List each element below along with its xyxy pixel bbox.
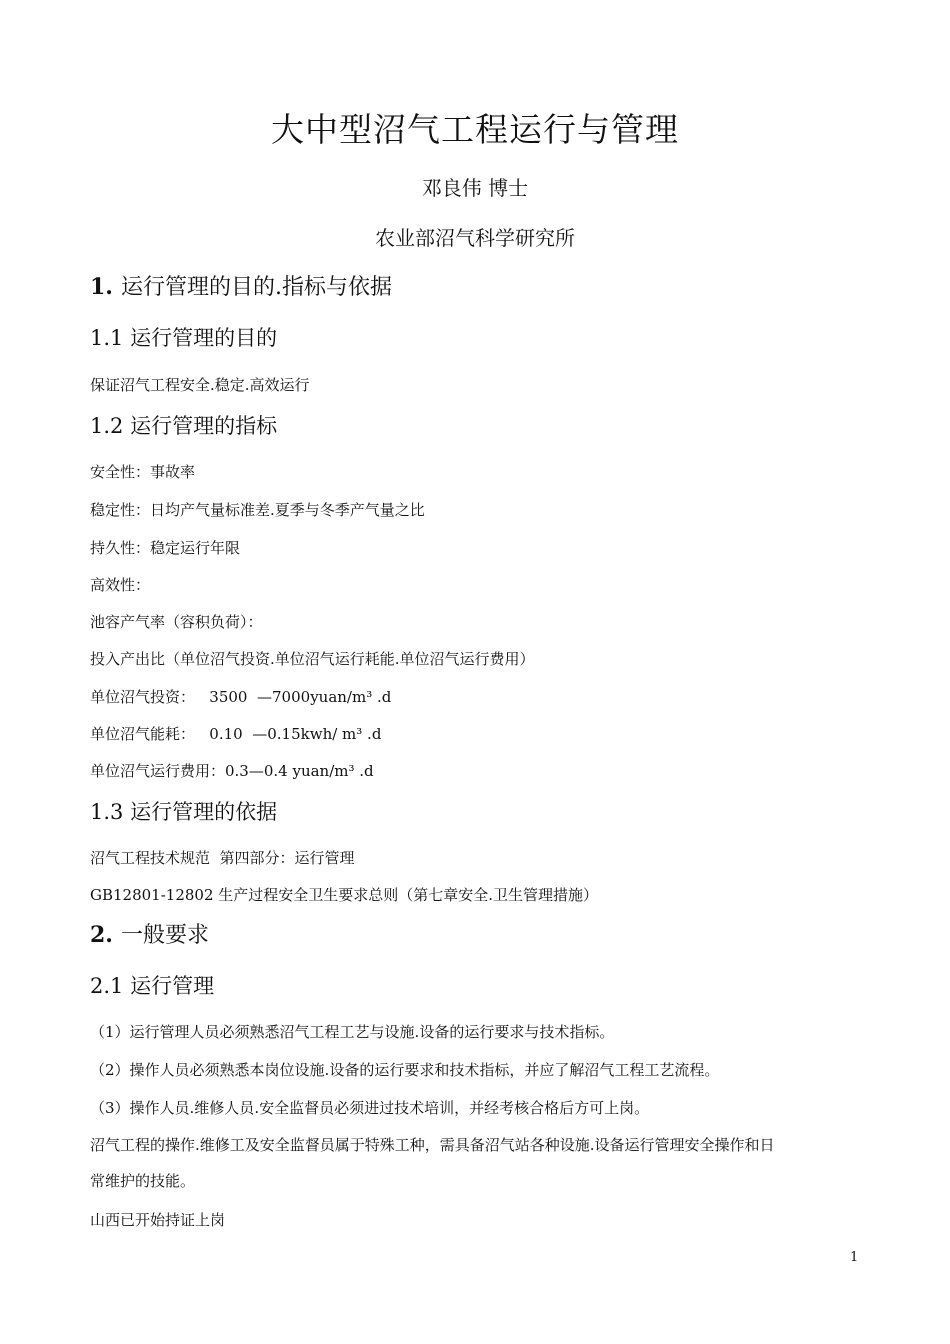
- section-number: 2.: [90, 922, 113, 948]
- paragraph: 沼气工程的操作.维修工及安全监督员属于特殊工种，需具备沼气站各种设施.设备运行管理安全操作和日: [90, 1136, 775, 1154]
- paragraph: 高效性：: [90, 576, 151, 594]
- section-1-heading: [90, 270, 392, 301]
- paragraph: 单位沼气能耗： 0.10 —0.15kwh/ m³ .d: [90, 725, 382, 743]
- section-number: 1.: [90, 274, 113, 300]
- section-1-1-heading: 1.1 运行管理的目的: [90, 326, 278, 350]
- paragraph: 山西已开始持证上岗: [90, 1211, 226, 1229]
- institution-line: 农业部沼气科学研究所: [375, 226, 575, 250]
- paragraph: 持久性：稳定运行年限: [90, 539, 241, 557]
- paragraph: 投入产出比（单位沼气投资.单位沼气运行耗能.单位沼气运行费用）: [90, 650, 535, 668]
- paragraph: 保证沼气工程安全.稳定.高效运行: [90, 376, 310, 394]
- paragraph: 单位沼气投资： 3500 —7000yuan/m³ .d: [90, 688, 392, 706]
- paragraph: （2）操作人员必须熟悉本岗位设施.设备的运行要求和技术指标，并应了解沼气工程工艺流程。: [90, 1061, 720, 1079]
- paragraph: 池容产气率（容积负荷）：: [90, 613, 263, 631]
- paragraph: （1）运行管理人员必须熟悉沼气工程工艺与设施.设备的运行要求与技术指标。: [90, 1023, 615, 1041]
- paragraph: GB12801-12802 生产过程安全卫生要求总则（第七章安全.卫生管理措施）: [90, 886, 599, 904]
- paragraph: （3）操作人员.维修人员.安全监督员必须进过技术培训，并经考核合格后方可上岗。: [90, 1099, 650, 1117]
- section-2-1-heading: 2.1 运行管理: [90, 974, 215, 998]
- section-2-heading: [90, 918, 209, 949]
- section-1-2-heading: 1.2 运行管理的指标: [90, 414, 278, 438]
- paragraph: 稳定性：日均产气量标准差.夏季与冬季产气量之比: [90, 501, 425, 519]
- author-line: 邓良伟 博士: [421, 176, 529, 200]
- section-title: 一般要求: [120, 923, 209, 948]
- page-number: 1: [850, 1250, 859, 1265]
- paragraph: 安全性：事故率: [90, 463, 196, 481]
- section-title: 运行管理的目的.指标与依据: [120, 275, 392, 300]
- document-title: 大中型沼气工程运行与管理: [271, 110, 679, 149]
- paragraph: 常维护的技能。: [90, 1172, 196, 1190]
- paragraph: 单位沼气运行费用：0.3—0.4 yuan/m³ .d: [90, 762, 374, 780]
- section-1-3-heading: 1.3 运行管理的依据: [90, 800, 278, 824]
- paragraph: 沼气工程技术规范 第四部分：运行管理: [90, 849, 355, 867]
